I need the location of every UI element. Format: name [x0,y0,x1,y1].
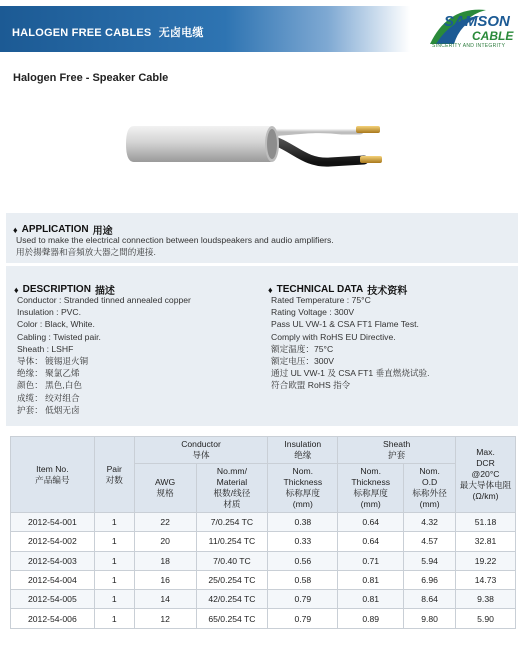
col-material-label-cn1: 根数/线径 [213,488,251,498]
col-dcr-max: Max. [476,447,495,457]
cell-ins: 0.56 [268,551,338,570]
description-line: Conductor : Stranded tinned annealed copper [17,295,191,305]
col-conductor-label: Conductor [181,439,221,449]
col-conductor-header [134,437,268,464]
cable-illustration [120,100,420,210]
diamond-bullet-icon: ♦ [14,284,19,295]
description-panel [10,270,260,422]
col-material-header [196,464,268,513]
description-line: 护套： 低烟无卤 [17,404,80,415]
col-item-label: Item No. [36,463,69,474]
col-awg-label-cn: 规格 [156,488,174,498]
table-row [11,532,516,551]
description-heading-en: DESCRIPTION [22,284,91,295]
cell-pair: 1 [94,570,134,589]
cell-awg: 16 [134,570,196,589]
col-sheath-thickness: Thickness [351,477,391,487]
technical-heading-en: TECHNICAL DATA [276,284,364,295]
cell-dcr: 5.90 [456,609,516,628]
col-conductor-label-cn: 导体 [192,450,210,460]
cell-od: 4.57 [404,532,456,551]
cell-dcr: 19.22 [456,551,516,570]
col-dcr-label: DCR [476,458,495,468]
cell-sheath: 0.81 [338,570,404,589]
cell-sheath: 0.71 [338,551,404,570]
col-ins-nom: Nom. [292,466,314,476]
cell-pair: 1 [94,532,134,551]
col-pair-label-cn: 对数 [105,474,123,485]
application-heading-cn: 用途 [92,226,113,237]
table-header [11,437,516,513]
logo-text-bottom: CABLE [472,29,514,43]
col-pair-header [94,437,134,513]
table-row [11,570,516,589]
description-line: Cabling : Twisted pair. [17,331,101,342]
table-row [11,513,516,532]
cell-ins: 0.79 [268,590,338,609]
col-od-header [404,464,456,513]
cell-item: 2012-54-006 [11,609,95,628]
col-sheath-nom: Nom. [360,466,381,476]
col-awg-header [134,464,196,513]
col-ins-thickness: Thickness [283,477,323,487]
table-row [11,609,516,628]
col-od-unit: (mm) [419,499,440,509]
cell-material: 7/0.40 TC [196,551,268,570]
cell-od: 5.94 [404,551,456,570]
product-title: Halogen Free - Speaker Cable [13,72,169,84]
cell-sheath: 0.81 [338,590,404,609]
col-sheath-label-cn: 护套 [388,450,406,460]
technical-line: 符合欧盟 RoHS 指令 [271,380,351,391]
cell-item: 2012-54-001 [11,513,95,532]
table-body [11,513,516,629]
col-ins-thickness-header [268,464,338,513]
logo-text-top: SAMSON [444,13,510,30]
cell-pair: 1 [94,513,134,532]
col-od-label: O.D [421,477,438,487]
cell-item: 2012-54-003 [11,551,95,570]
cell-awg: 20 [134,532,196,551]
diamond-bullet-icon: ♦ [268,284,273,295]
description-text [17,294,191,416]
col-insulation-header [268,437,338,464]
col-item-header [11,437,95,513]
col-ins-thickness-cn: 标称厚度 [285,488,320,498]
technical-heading-cn: 技术资料 [367,286,408,297]
application-text [16,234,334,258]
cell-material: 25/0.254 TC [196,570,268,589]
cell-item: 2012-54-002 [11,532,95,551]
description-line: 绝缘： 聚氯乙烯 [17,368,80,379]
technical-line: Rating Voltage : 300V [271,307,355,318]
description-line: 成缆： 绞对组合 [17,392,80,403]
col-awg-label: AWG [154,477,176,487]
cell-material: 11/0.254 TC [196,532,268,551]
description-line: 颜色： 黑色,白色 [17,380,82,391]
col-dcr-temp: @20°C [471,469,500,479]
col-sheath-thickness-cn: 标称厚度 [353,488,388,498]
col-insulation-label: Insulation [284,439,322,449]
technical-line: 额定温度：75°C [271,343,334,354]
col-material-nomm: No.mm/ [216,466,247,476]
cell-item: 2012-54-004 [11,570,95,589]
header-title [12,24,204,40]
technical-line: Comply with RoHS EU Directive. [271,331,396,342]
technical-line: Rated Temperature : 75°C [271,295,371,305]
cell-material: 65/0.254 TC [196,609,268,628]
cell-dcr: 32.81 [456,532,516,551]
application-line-cn: 用於揚聲器和音頻放大器之間的連接. [16,247,156,258]
col-material-label-cn2: 材质 [223,499,241,509]
cell-od: 9.80 [404,609,456,628]
cell-od: 8.64 [404,590,456,609]
diamond-bullet-icon: ♦ [13,224,18,235]
technical-panel [266,270,514,422]
cell-od: 6.96 [404,570,456,589]
specification-table [10,436,516,629]
col-sheath-label: Sheath [383,439,411,449]
col-dcr-header [456,437,516,513]
col-item-label-cn: 产品编号 [35,474,70,485]
header-title-cn: 无卤电缆 [158,27,204,39]
cell-ins: 0.33 [268,532,338,551]
cell-material: 42/0.254 TC [196,590,268,609]
cell-od: 4.32 [404,513,456,532]
description-line: Color : Black, White. [17,319,95,330]
col-material-label: Material [216,477,248,487]
col-od-nom: Nom. [419,466,440,476]
cell-ins: 0.38 [268,513,338,532]
table-header-row [11,437,516,464]
cell-awg: 18 [134,551,196,570]
technical-text [271,294,430,392]
application-panel [9,216,515,260]
col-od-label-cn: 标称外径 [412,488,447,498]
technical-line: 额定电压：300V [271,356,335,367]
application-line-en: Used to make the electrical connection between loudspeakers and audio amplifiers. [16,235,334,245]
col-sheath-thickness-header [338,464,404,513]
col-sheath-header [338,437,456,464]
description-line: 导体： 镀锡退火铜 [17,356,89,367]
technical-line: 通过 UL VW-1 及 CSA FT1 垂直燃烧试验. [271,368,430,379]
col-insulation-label-cn: 绝缘 [294,450,312,460]
table-row [11,590,516,609]
description-line: Insulation : PVC. [17,307,82,318]
col-dcr-unit: (Ω/km) [472,491,499,501]
application-heading-en: APPLICATION [21,224,89,235]
description-heading-cn: 描述 [94,286,115,297]
cell-sheath: 0.64 [338,513,404,532]
col-dcr-label-cn: 最大导体电阻 [459,480,512,490]
cell-ins: 0.79 [268,609,338,628]
col-sheath-unit: (mm) [360,499,381,509]
cell-sheath: 0.64 [338,532,404,551]
cell-pair: 1 [94,551,134,570]
table-row [11,551,516,570]
cell-pair: 1 [94,609,134,628]
cell-awg: 14 [134,590,196,609]
cell-ins: 0.58 [268,570,338,589]
page-header [0,0,527,58]
col-pair-label: Pair [106,463,122,474]
cell-awg: 22 [134,513,196,532]
description-line: Sheath : LSHF [17,343,74,354]
cell-material: 7/0.254 TC [196,513,268,532]
header-title-en: HALOGEN FREE CABLES [12,27,152,39]
col-ins-unit: (mm) [292,499,313,509]
technical-line: Pass UL VW-1 & CSA FT1 Flame Test. [271,319,419,330]
logo-tagline: SINCERITY AND INTEGRITY [432,43,506,49]
cell-sheath: 0.89 [338,609,404,628]
cell-awg: 12 [134,609,196,628]
cell-dcr: 51.18 [456,513,516,532]
cell-item: 2012-54-005 [11,590,95,609]
cell-dcr: 9.38 [456,590,516,609]
cell-pair: 1 [94,590,134,609]
cell-dcr: 14.73 [456,570,516,589]
